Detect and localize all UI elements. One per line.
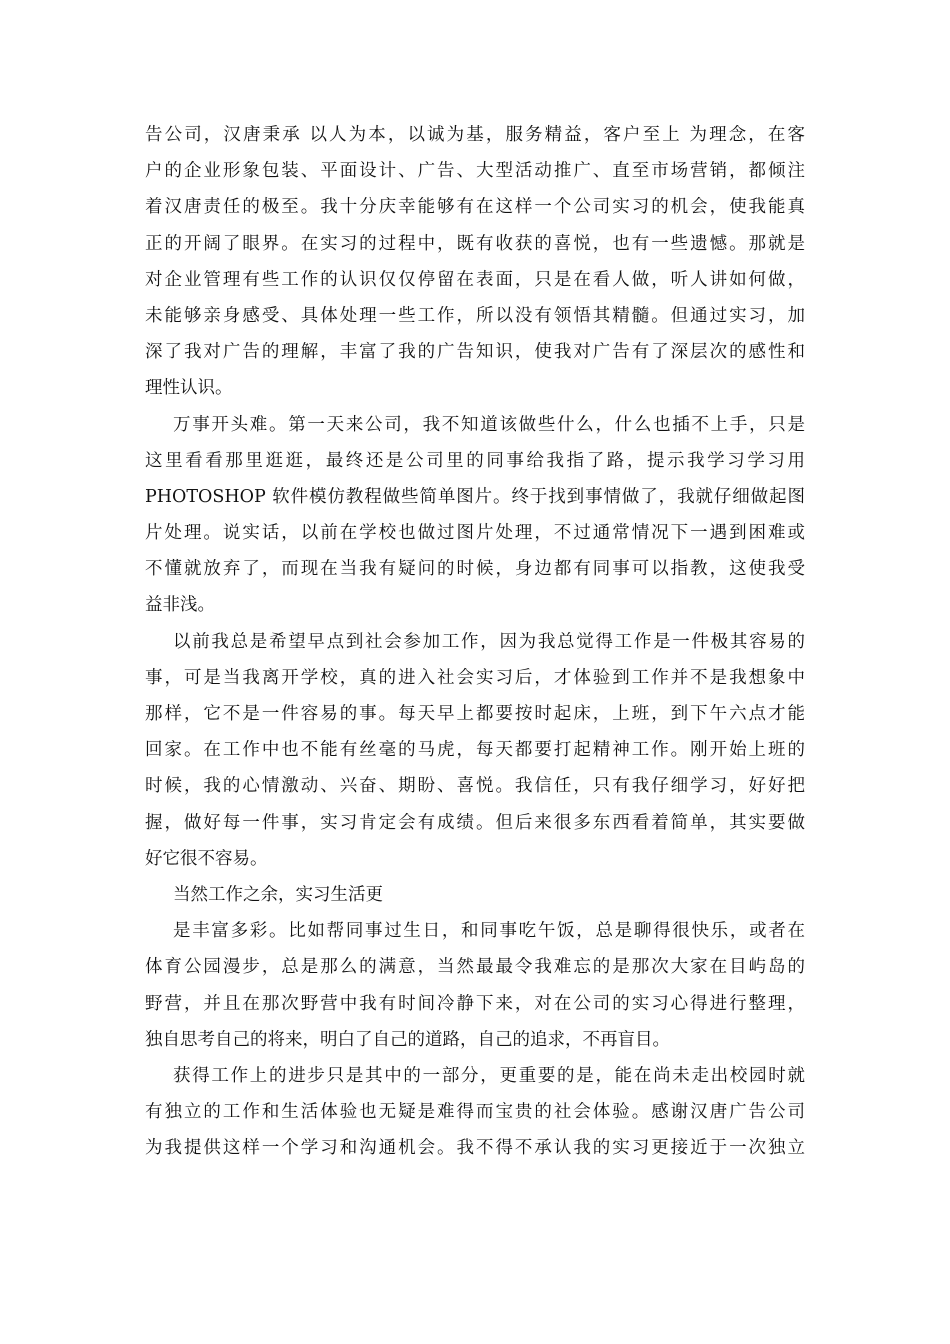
text-line: 为我提供这样一个学习和沟通机会。我不得不承认我的实习更接近于一次独立 <box>145 1138 805 1159</box>
text-line: 获得工作上的进步只是其中的一部分，更重要的是，能在尚未走出校园时就 <box>173 1065 805 1086</box>
text-line: 好它很不容易。 <box>145 848 268 869</box>
text-line: PHOTOSHOP 软件模仿教程做些简单图片。终于找到事情做了，我就仔细做起图 <box>145 486 805 507</box>
text-line: 正的开阔了眼界。在实习的过程中，既有收获的喜悦，也有一些遗憾。那就是 <box>145 233 805 254</box>
text-line: 告公司，汉唐秉承 以人为本，以诚为基，服务精益，客户至上 为理念，在客 <box>145 125 805 145</box>
text-line: 对企业管理有些工作的认识仅仅停留在表面，只是在看人做，听人讲如何做， <box>145 269 805 290</box>
text-line: 深了我对广告的理解，丰富了我的广告知识，使我对广告有了深层次的感性和 <box>145 342 805 363</box>
text-line: 体育公园漫步，总是那么的满意，当然最最令我难忘的是那次大家在目屿岛的 <box>145 957 805 978</box>
text-line: 未能够亲身感受、具体处理一些工作，所以没有领悟其精髓。但通过实习，加 <box>145 305 805 326</box>
text-line: 野营，并且在那次野营中我有时间冷静下来，对在公司的实习心得进行整理， <box>145 993 805 1014</box>
text-line: 回家。在工作中也不能有丝毫的马虎，每天都要打起精神工作。刚开始上班的 <box>145 740 805 761</box>
text-line: 这里看看那里逛逛，最终还是公司里的同事给我指了路，提示我学习学习用 <box>145 450 805 471</box>
text-line: 片处理。说实话，以前在学校也做过图片处理，不过通常情况下一遇到困难或 <box>145 523 805 544</box>
text-line: 着汉唐责任的极至。我十分庆幸能够有在这样一个公司实习的机会，使我能真 <box>145 197 805 218</box>
text-line: 不懂就放弃了，而现在当我有疑问的时候，身边都有同事可以指教，这使我受 <box>145 559 805 580</box>
text-line: 万事开头难。第一天来公司，我不知道该做些什么，什么也插不上手，只是 <box>173 414 805 435</box>
text-line: 有独立的工作和生活体验也无疑是难得而宝贵的社会体验。感谢汉唐广告公司 <box>145 1102 805 1123</box>
text-line: 独自思考自己的将来，明白了自己的道路，自己的追求，不再盲目。 <box>145 1029 670 1050</box>
text-line: 时候，我的心情激动、兴奋、期盼、喜悦。我信任，只有我仔细学习，好好把 <box>145 776 805 797</box>
text-line: 理性认识。 <box>145 378 233 399</box>
text-line: 当然工作之余，实习生活更 <box>173 884 383 905</box>
text-line: 户的企业形象包装、平面设计、广告、大型活动推广、直至市场营销，都倾注 <box>145 161 805 182</box>
text-line: 事，可是当我离开学校，真的进入社会实习后，才体验到工作并不是我想象中 <box>145 667 805 688</box>
text-line: 益非浅。 <box>145 595 215 616</box>
document-body <box>145 117 805 1166</box>
text-line: 那样，它不是一件容易的事。每天早上都要按时起床，上班，到下午六点才能 <box>145 704 805 724</box>
text-line: 是丰富多彩。比如帮同事过生日，和同事吃午饭，总是聊得很快乐，或者在 <box>173 921 805 942</box>
text-line: 以前我总是希望早点到社会参加工作，因为我总觉得工作是一件极其容易的 <box>173 631 805 652</box>
text-line: 握，做好每一件事，实习肯定会有成绩。但后来很多东西看着简单，其实要做 <box>145 812 805 833</box>
